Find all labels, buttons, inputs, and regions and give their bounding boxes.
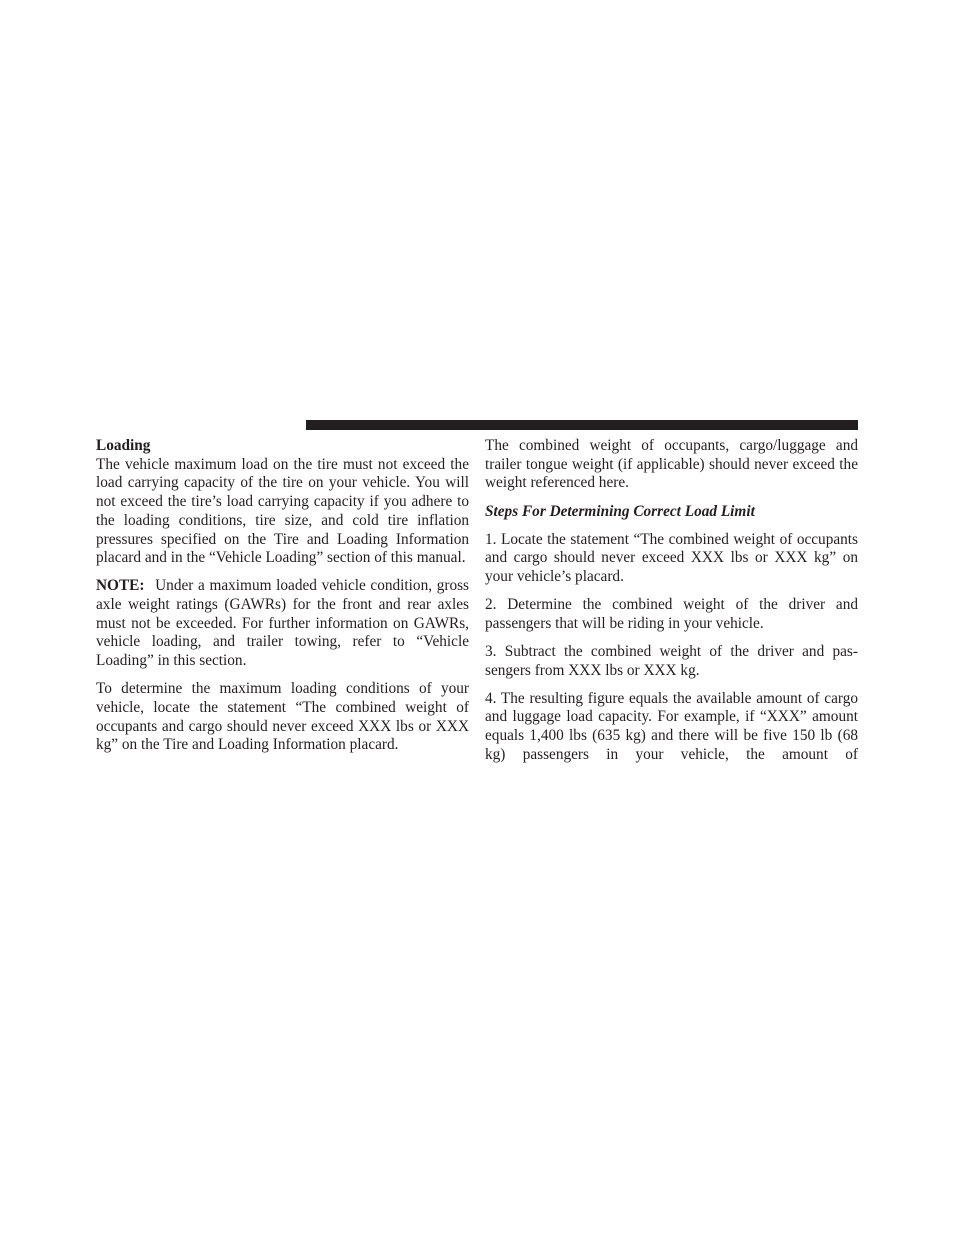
steps-subheading-text: Steps For Determining Correct Load Limit — [485, 502, 755, 520]
combined-weight-paragraph: The combined weight of occupants, cargo/luggage and trailer tongue weight (if applicable) should never exceed the weight referenced here. — [485, 437, 858, 492]
step-1: 1. Locate the statement “The combined weight of occupants and cargo should never exceed XXX lbs or XXX kg” on your vehicle’s placard. — [485, 530, 858, 585]
steps-subheading — [485, 503, 858, 522]
note-label: NOTE: — [96, 577, 145, 595]
left-column — [96, 437, 469, 764]
loading-paragraph: The vehicle maximum load on the tire must not exceed the load carrying capacity of the tire on your vehicle. You will not exceed the tire’s load carrying capacity if you adhere to the loading conditions, tire size, and cold tire inflation pressures specified on the Tire and Loading Information placard and in the “Vehicle Loading” section of this manual. — [96, 455, 469, 567]
max-loading-paragraph: To determine the maximum loading conditions of your vehicle, locate the statement “The combined weight of occupants and cargo should never exceed XXX lbs or XXX kg” on the Tire and Loading Information placard. — [96, 680, 469, 754]
step-4: 4. The resulting figure equals the available amount of cargo and luggage load capacity. For example, if “XXX” amount equals 1,400 lbs (635 kg) and there will be five 150 lb (68 kg) passengers in your vehicle, the amount of — [485, 689, 858, 763]
note-text: Under a maximum loaded vehicle condition, gross axle weight ratings (GAWRs) for the front and rear axles must not be exceeded. For further information on GAWRs, vehicle loading, and trailer towing, refer to “Vehicle Loading” in this section. — [96, 577, 469, 670]
loading-heading: Loading — [96, 437, 151, 454]
step-3: 3. Subtract the combined weight of the driver and passengers from XXX lbs or XXX kg. — [485, 642, 858, 679]
loading-section — [96, 437, 469, 568]
note-paragraph — [96, 577, 469, 671]
right-column — [485, 437, 858, 774]
step-2: 2. Determine the combined weight of the driver and passengers that will be riding in your vehicle. — [485, 596, 858, 632]
section-header-bar — [306, 420, 858, 430]
